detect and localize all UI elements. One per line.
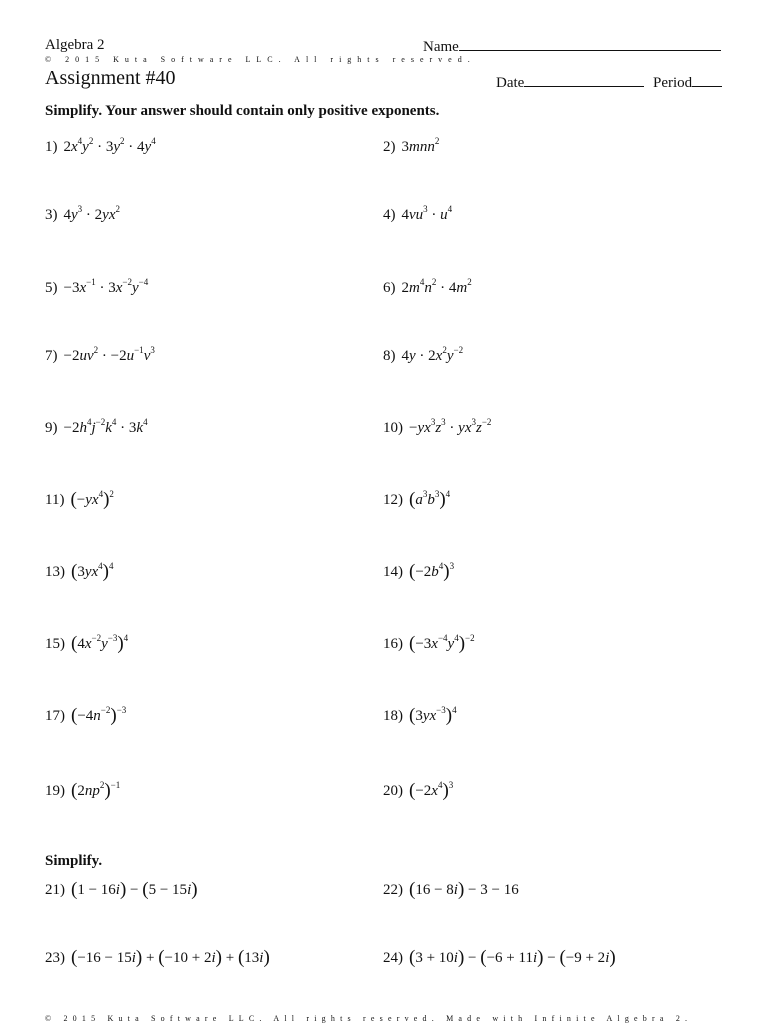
problem-14 xyxy=(383,562,454,581)
problem-22 xyxy=(383,879,519,900)
problem-9 xyxy=(45,418,148,437)
problem-number: 12) xyxy=(383,492,403,508)
period-field[interactable] xyxy=(653,73,722,92)
problem-expression: $(3yx^{-3})^4$ xyxy=(409,705,457,726)
problem-number: 13) xyxy=(45,564,65,580)
problem-number: 14) xyxy=(383,564,403,580)
instruction-2: Simplify. xyxy=(45,853,103,869)
problem-17 xyxy=(45,706,126,725)
problem-number: 7) xyxy=(45,348,58,364)
problem-23 xyxy=(45,947,270,968)
problem-7 xyxy=(45,346,155,365)
problem-21 xyxy=(45,879,198,900)
problem-13 xyxy=(45,562,114,581)
problem-number: 24) xyxy=(383,950,403,966)
problem-expression: $4y^3 \cdot 2yx^2$ xyxy=(63,204,121,223)
problem-5 xyxy=(45,278,148,297)
problem-expression: $(-4n^{-2})^{-3}$ xyxy=(71,705,127,726)
problem-number: 2) xyxy=(383,139,396,155)
problem-expression: $2x^4y^2 \cdot 3y^2 \cdot 4y^4$ xyxy=(63,136,156,155)
problem-number: 21) xyxy=(45,882,65,898)
instruction-1: Simplify. Your answer should contain only positive exponents. xyxy=(45,103,440,119)
footer-copyright: © 2015 Kuta Software LLC. All rights reserved. Made with Infinite Algebra 2. xyxy=(45,1014,693,1023)
problem-2 xyxy=(383,137,439,156)
problem-expression: $4y \cdot 2x^2y^{-2}$ xyxy=(401,345,464,364)
copyright-notice: © 2015 Kuta Software LLC. All rights reserved. xyxy=(45,55,476,64)
problem-expression: (16 − 8i) − 3 − 16 xyxy=(409,879,519,900)
problem-expression: $2m^4n^2 \cdot 4m^2$ xyxy=(401,277,472,296)
problem-8 xyxy=(383,346,463,365)
problem-expression: (1 − 16i) − (5 − 15i) xyxy=(71,879,198,900)
problem-16 xyxy=(383,634,475,653)
problem-18 xyxy=(383,706,457,725)
problem-expression: $(4x^{-2}y^{-3})^4$ xyxy=(71,633,129,654)
period-blank[interactable] xyxy=(692,73,722,87)
name-blank[interactable] xyxy=(459,37,721,51)
problem-expression: $-2h^4j^{-2}k^4 \cdot 3k^4$ xyxy=(63,417,148,436)
course-label: Algebra 2 xyxy=(45,37,105,53)
problem-number: 22) xyxy=(383,882,403,898)
problem-number: 6) xyxy=(383,280,396,296)
problem-number: 20) xyxy=(383,783,403,799)
problem-number: 18) xyxy=(383,708,403,724)
problem-number: 8) xyxy=(383,348,396,364)
problem-expression: $(2np^2)^{-1}$ xyxy=(71,780,121,801)
problem-expression: $(-3x^{-4}y^4)^{-2}$ xyxy=(409,633,475,654)
problem-expression: (3 + 10i) − (−6 + 11i) − (−9 + 2i) xyxy=(409,947,616,968)
problem-number: 16) xyxy=(383,636,403,652)
name-field[interactable] xyxy=(423,37,721,56)
problem-number: 10) xyxy=(383,420,403,436)
problem-number: 9) xyxy=(45,420,58,436)
problem-12 xyxy=(383,490,450,509)
problem-number: 5) xyxy=(45,280,58,296)
problem-1 xyxy=(45,137,156,156)
problem-19 xyxy=(45,781,120,800)
problem-expression: $(3yx^4)^4$ xyxy=(71,561,114,582)
date-field[interactable] xyxy=(496,73,644,92)
problem-4 xyxy=(383,205,452,224)
problem-expression: (−16 − 15i) + (−10 + 2i) + (13i) xyxy=(71,947,270,968)
problem-15 xyxy=(45,634,128,653)
problem-10 xyxy=(383,418,491,437)
problem-expression: 3mnn$^2$ xyxy=(401,136,440,155)
problem-expression: $-yx^3z^3 \cdot yx^3z^{-2}$ xyxy=(409,417,492,436)
problem-number: 4) xyxy=(383,207,396,223)
problem-11 xyxy=(45,490,114,509)
problem-3 xyxy=(45,205,120,224)
name-label: Name xyxy=(423,39,459,55)
problem-number: 19) xyxy=(45,783,65,799)
date-blank[interactable] xyxy=(524,73,644,87)
problem-number: 17) xyxy=(45,708,65,724)
problem-number: 3) xyxy=(45,207,58,223)
problem-expression: $(-2x^4)^3$ xyxy=(409,780,454,801)
problem-expression: $-3x^{-1} \cdot 3x^{-2}y^{-4}$ xyxy=(63,277,149,296)
page-title: Assignment #40 xyxy=(45,67,176,89)
problem-24 xyxy=(383,947,616,968)
problem-number: 1) xyxy=(45,139,58,155)
problem-number: 11) xyxy=(45,492,65,508)
date-label: Date xyxy=(496,75,525,91)
problem-expression: $(-2b^4)^3$ xyxy=(409,561,455,582)
problem-6 xyxy=(383,278,472,297)
problem-number: 15) xyxy=(45,636,65,652)
problem-20 xyxy=(383,781,453,800)
problem-expression: $(-yx^4)^2$ xyxy=(70,489,114,510)
period-label: Period xyxy=(653,75,693,91)
problem-expression: $-2uv^2 \cdot -2u^{-1}v^3$ xyxy=(63,345,155,364)
problem-expression: $(a^3b^3)^4$ xyxy=(409,489,451,510)
problem-expression: $4vu^3 \cdot u^4$ xyxy=(401,204,453,223)
problem-number: 23) xyxy=(45,950,65,966)
